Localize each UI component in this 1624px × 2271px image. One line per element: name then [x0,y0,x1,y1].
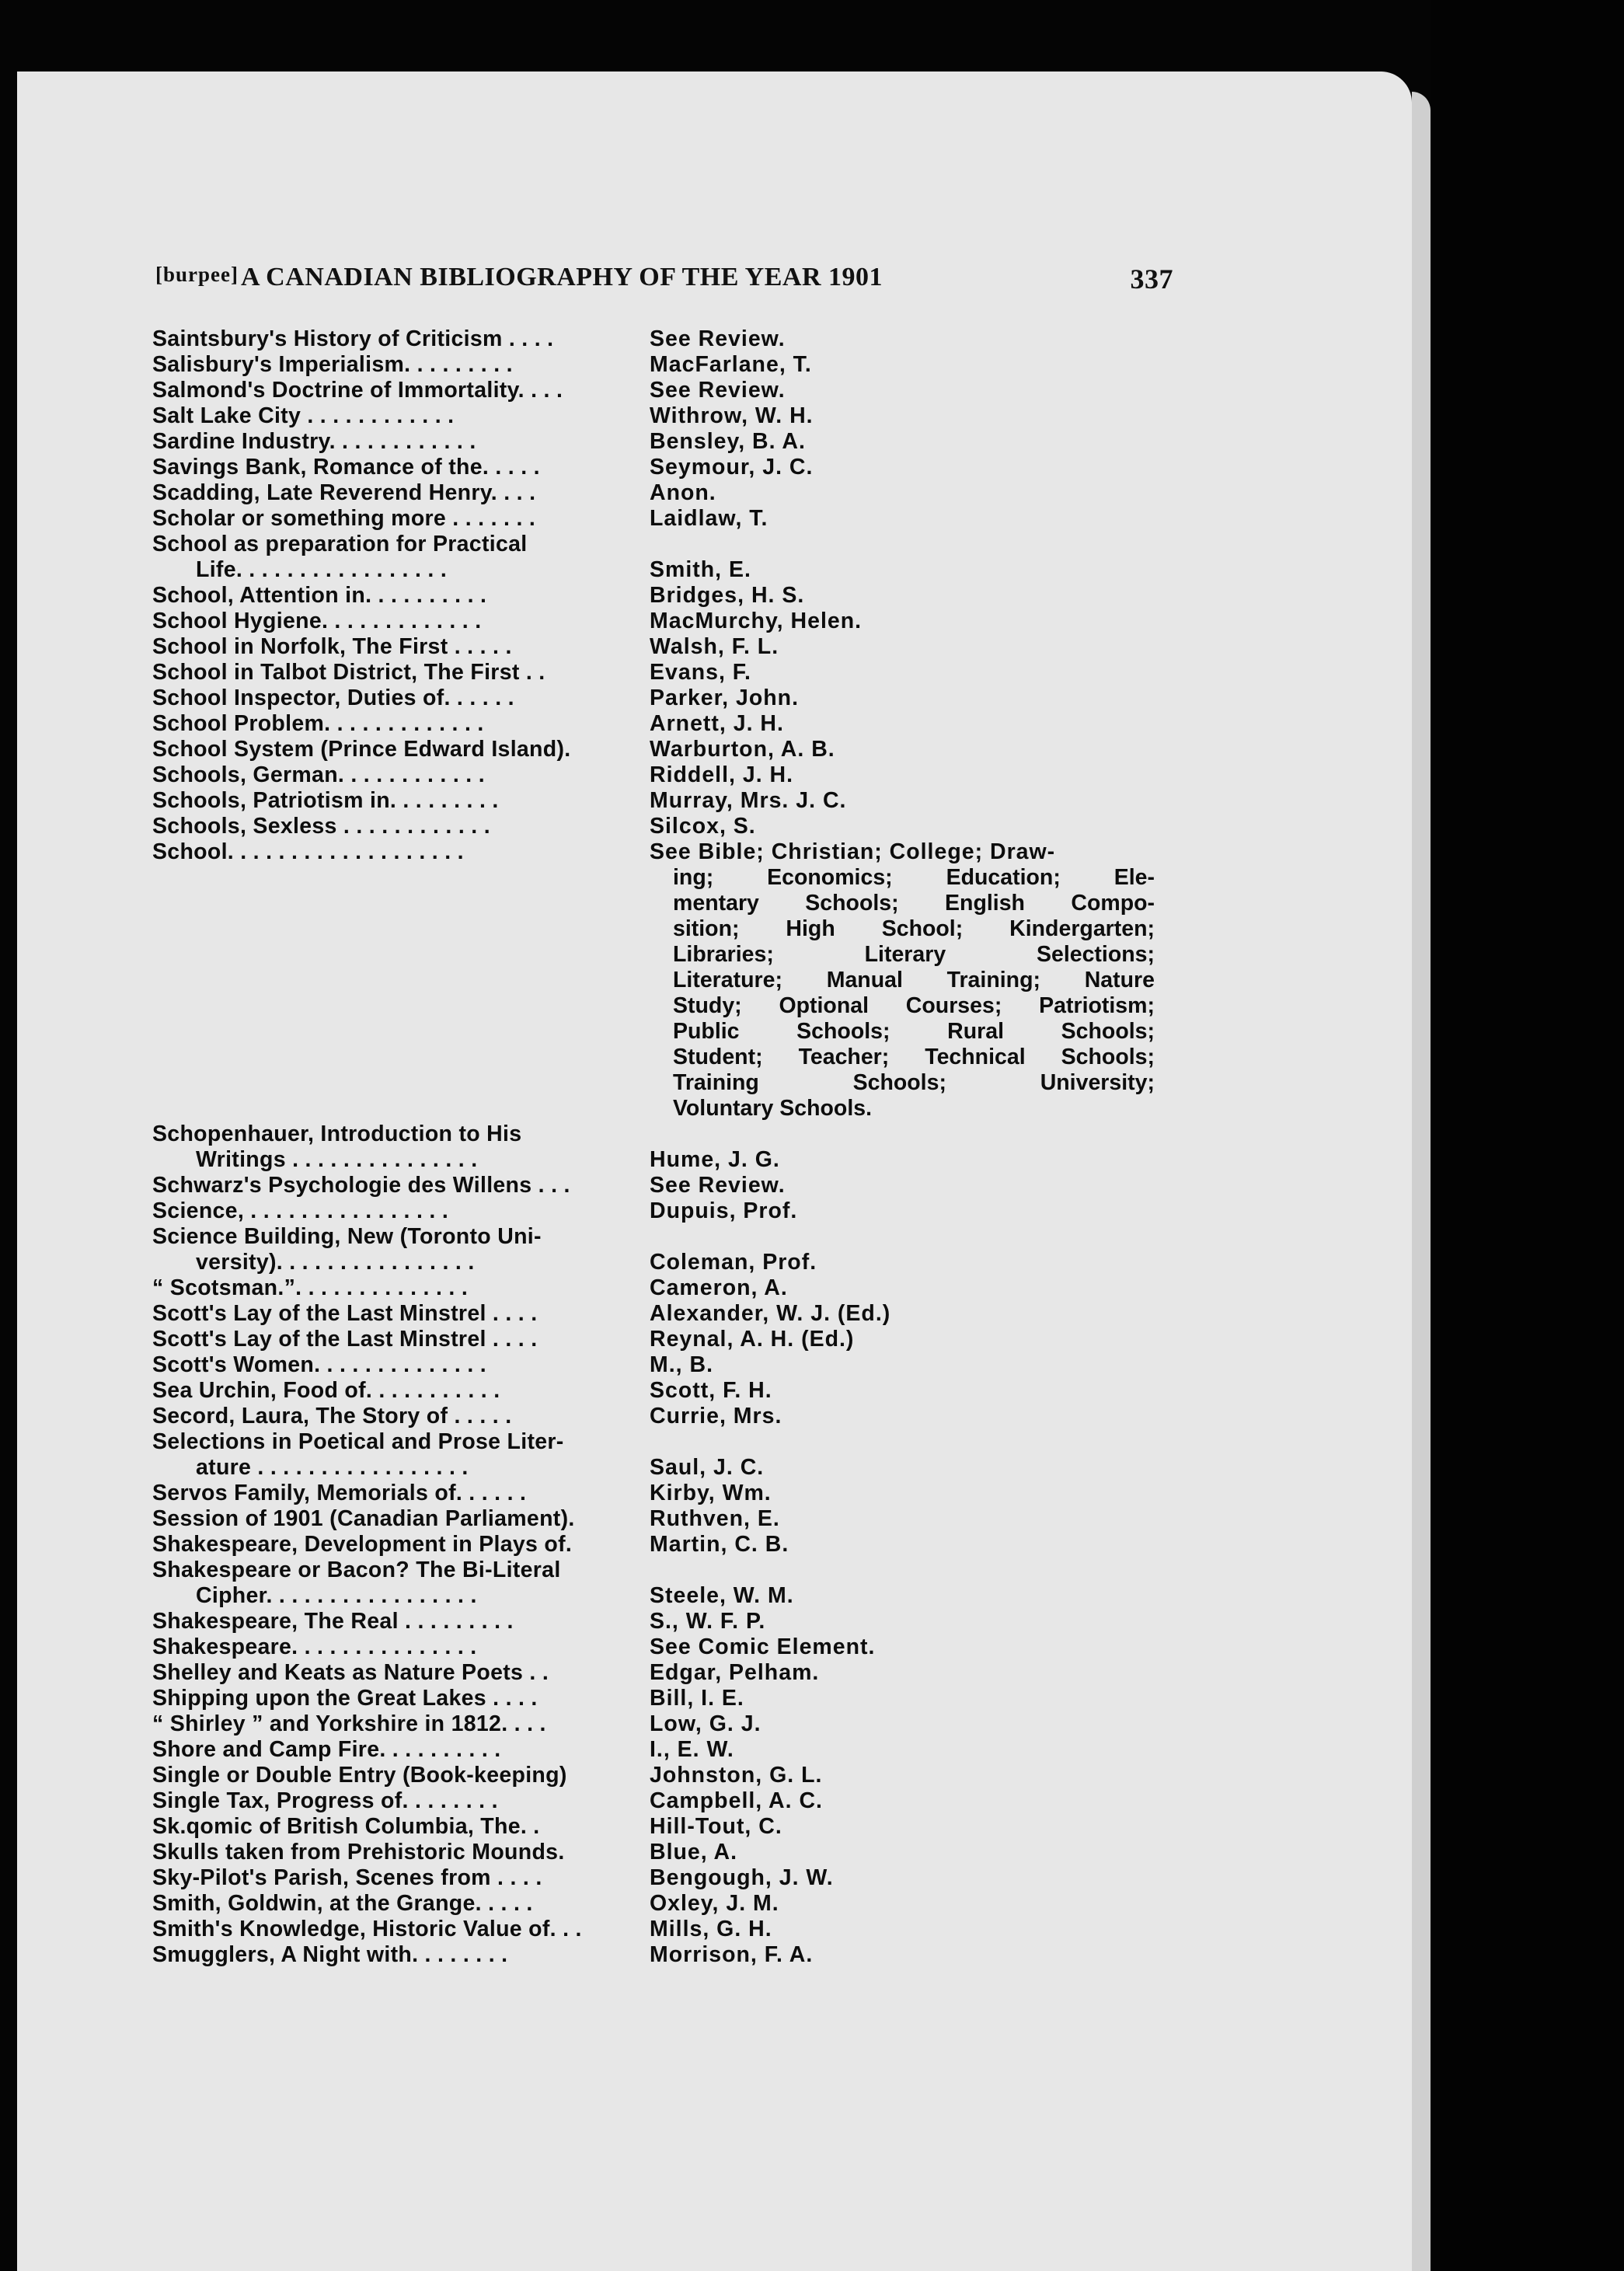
entry-author: Johnston, G. L. [650,1763,823,1788]
index-entry [152,1917,1197,1942]
see-also-list [673,865,1155,1122]
index-entry [152,1763,1197,1788]
see-also-line: Voluntary Schools. [673,1096,873,1121]
entry-subject: School. . . . . . . . . . . . . . . . . . . [152,839,464,864]
entry-subject: Saintsbury's History of Criticism . . . . [152,326,554,351]
scan-background [1431,0,1624,2271]
index-entry [152,1814,1197,1840]
index-entry [152,788,1197,814]
entry-author: M., B. [650,1352,713,1377]
index-entry [152,1711,1197,1737]
entry-subject: Scholar or something more . . . . . . . [152,506,536,531]
entry-author: Parker, John. [650,685,800,710]
page-title: A CANADIAN BIBLIOGRAPHY OF THE YEAR 1901 [241,263,883,291]
index-entry [152,1532,1197,1558]
entry-author: Oxley, J. M. [650,1891,779,1916]
entry-subject: Life. . . . . . . . . . . . . . . . . [196,557,448,582]
entry-subject: School Problem. . . . . . . . . . . . . [152,711,484,736]
index-entry [152,1122,1197,1147]
index-entry [152,660,1197,685]
entry-author: Morrison, F. A. [650,1942,814,1967]
entry-subject: School System (Prince Edward Island). [152,737,571,762]
entry-subject: Science, . . . . . . . . . . . . . . . . [152,1198,449,1223]
entry-author: Martin, C. B. [650,1532,789,1557]
entry-subject: Session of 1901 (Canadian Parliament). [152,1506,575,1531]
entry-author: Seymour, J. C. [650,455,814,480]
index-entry [152,634,1197,660]
index-entry [152,839,1197,865]
entry-author [650,1558,1197,1583]
entry-author: Smith, E. [650,557,751,582]
index-entry [152,711,1197,737]
entry-subject: Shakespeare. . . . . . . . . . . . . . . [152,1634,477,1659]
entry-author: Scott, F. H. [650,1378,772,1403]
entry-author: See Bible; Christian; College; Draw- [650,839,1056,864]
entry-subject: Servos Family, Memorials of. . . . . . [152,1481,527,1505]
entry-subject: Sk.qomic of British Columbia, The. . [152,1814,540,1839]
entry-author: See Review. [650,326,786,351]
entry-subject: School Hygiene. . . . . . . . . . . . . [152,609,482,633]
entry-subject: “ Scotsman.”. . . . . . . . . . . . . . [152,1275,469,1300]
entry-author: Murray, Mrs. J. C. [650,788,847,813]
index-entry [152,429,1197,455]
entry-subject: Single or Double Entry (Book-keeping) [152,1763,567,1788]
page-edge [1412,92,1431,2271]
entry-author: Dupuis, Prof. [650,1198,798,1223]
entry-subject: School, Attention in. . . . . . . . . . [152,583,487,608]
see-also-line: Student; Teacher; Technical Schools; [673,1045,1155,1069]
entry-subject: “ Shirley ” and Yorkshire in 1812. . . . [152,1711,546,1736]
index-entry [152,1634,1197,1660]
entry-author: S., W. F. P. [650,1609,766,1634]
entry-author: Bridges, H. S. [650,583,805,608]
index-entry [152,532,1197,557]
index-entry [152,1378,1197,1404]
entry-subject: Skulls taken from Prehistoric Mounds. [152,1840,565,1865]
entry-subject: Scott's Lay of the Last Minstrel . . . . [152,1301,538,1326]
index-entry [152,403,1197,429]
entry-author: Bengough, J. W. [650,1865,834,1890]
entry-author: Arnett, J. H. [650,711,784,736]
entry-author: Bensley, B. A. [650,429,806,454]
index-entry [152,1224,1197,1250]
entry-author: Warburton, A. B. [650,737,835,762]
entry-subject: Smith, Goldwin, at the Grange. . . . . [152,1891,533,1916]
see-also-line: Study; Optional Courses; Patriotism; [673,993,1155,1018]
index-entry [152,1840,1197,1865]
entry-subject: Secord, Laura, The Story of . . . . . [152,1404,512,1429]
entry-author: Campbell, A. C. [650,1788,823,1813]
entry-subject: Shakespeare, Development in Plays of. [152,1532,573,1557]
entry-author: Kirby, Wm. [650,1481,772,1505]
index-entry [152,1609,1197,1634]
index-entry [152,1352,1197,1378]
running-header [155,263,1173,303]
entry-author: Blue, A. [650,1840,738,1865]
index-entry [152,326,1197,352]
entry-author: Currie, Mrs. [650,1404,782,1429]
entry-subject: Shakespeare or Bacon? The Bi-Literal [152,1558,561,1582]
entry-subject: Selections in Poetical and Prose Liter- [152,1429,564,1454]
entry-author: See Comic Element. [650,1634,876,1659]
entry-subject: Savings Bank, Romance of the. . . . . [152,455,540,480]
entry-subject: Schools, Patriotism in. . . . . . . . . [152,788,499,813]
index-entry [152,1481,1197,1506]
index-entry [152,352,1197,378]
entry-subject: Schools, Sexless . . . . . . . . . . . . [152,814,490,839]
index-entry [152,480,1197,506]
entry-author: Anon. [650,480,716,505]
entry-author: MacMurchy, Helen. [650,609,863,633]
see-also-line: sition; High School; Kindergarten; [673,916,1155,941]
index-entry [152,557,1197,583]
entry-author [650,1224,1197,1250]
entry-subject: Sky-Pilot's Parish, Scenes from . . . . [152,1865,542,1890]
entry-author: Cameron, A. [650,1275,788,1300]
index-entry [152,1942,1197,1968]
index-entry [152,762,1197,788]
page-number: 337 [1130,263,1173,295]
index-entry [152,814,1197,839]
index-entry [152,1737,1197,1763]
see-also-line: ing; Economics; Education; Ele- [673,865,1155,890]
index-entry [152,1891,1197,1917]
entry-subject: School in Talbot District, The First . . [152,660,545,685]
entry-author: Silcox, S. [650,814,756,839]
entry-subject: ature . . . . . . . . . . . . . . . . . [196,1455,469,1480]
entry-subject: Shelley and Keats as Nature Poets . . [152,1660,549,1685]
index-entry [152,378,1197,403]
entry-subject: Shipping upon the Great Lakes . . . . [152,1686,538,1711]
index-entry [152,1147,1197,1173]
index-entry [152,1250,1197,1275]
entry-author: I., E. W. [650,1737,734,1762]
entry-author: Ruthven, E. [650,1506,780,1531]
entry-subject: School as preparation for Practical [152,532,528,556]
see-also-line: Libraries; Literary Selections; [673,942,1155,967]
entry-author: Laidlaw, T. [650,506,768,531]
entry-subject: Scadding, Late Reverend Henry. . . . [152,480,536,505]
index-entry [152,1455,1197,1481]
entry-subject: versity). . . . . . . . . . . . . . . . [196,1250,475,1275]
entry-subject: Cipher. . . . . . . . . . . . . . . . . [196,1583,477,1608]
entry-author [650,1429,1197,1455]
entry-author: Edgar, Pelham. [650,1660,820,1685]
index-entry [152,1275,1197,1301]
bibliography-index [152,326,1197,1968]
entry-subject: Schools, German. . . . . . . . . . . . [152,762,485,787]
entry-author: Evans, F. [650,660,751,685]
entry-author: Hume, J. G. [650,1147,780,1172]
entry-subject: Smith's Knowledge, Historic Value of. . . [152,1917,582,1941]
entry-subject: Shore and Camp Fire. . . . . . . . . . [152,1737,501,1762]
entry-subject: Sea Urchin, Food of. . . . . . . . . . . [152,1378,500,1403]
entry-subject: Writings . . . . . . . . . . . . . . . [196,1147,478,1172]
entry-author: Hill-Tout, C. [650,1814,782,1839]
entry-subject: Sardine Industry. . . . . . . . . . . . [152,429,476,454]
entry-subject: Single Tax, Progress of. . . . . . . . [152,1788,498,1813]
entry-subject: Schwarz's Psychologie des Willens . . . [152,1173,570,1198]
entry-subject: School Inspector, Duties of. . . . . . [152,685,514,710]
entry-author: Alexander, W. J. (Ed.) [650,1301,891,1326]
entry-author: See Review. [650,378,786,403]
index-entry [152,685,1197,711]
entry-author: See Review. [650,1173,786,1198]
entry-subject: Science Building, New (Toronto Uni- [152,1224,542,1249]
index-entry [152,1865,1197,1891]
entry-author: Withrow, W. H. [650,403,814,428]
index-entry [152,1788,1197,1814]
header-tag: [burpee] [155,263,239,286]
index-entry [152,583,1197,609]
index-entry [152,506,1197,532]
index-entry [152,1327,1197,1352]
see-also-line: Training Schools; University; [673,1070,1155,1095]
see-also-line: mentary Schools; English Compo- [673,891,1155,916]
entry-author: Steele, W. M. [650,1583,794,1608]
see-also-line: Public Schools; Rural Schools; [673,1019,1155,1044]
see-also-line: Literature; Manual Training; Nature [673,968,1155,992]
index-entry [152,737,1197,762]
entry-subject: Smugglers, A Night with. . . . . . . . [152,1942,508,1967]
entry-author [650,532,1197,557]
entry-author [650,1122,1197,1147]
index-entry [152,1660,1197,1686]
entry-author: Saul, J. C. [650,1455,765,1480]
entry-subject: Schopenhauer, Introduction to His [152,1122,522,1146]
index-entry [152,1173,1197,1198]
entry-subject: Scott's Lay of the Last Minstrel . . . . [152,1327,538,1352]
entry-author: Bill, I. E. [650,1686,744,1711]
index-entry [152,455,1197,480]
index-entry [152,1506,1197,1532]
index-entry [152,1686,1197,1711]
entry-subject: Scott's Women. . . . . . . . . . . . . . [152,1352,486,1377]
entry-author: Reynal, A. H. (Ed.) [650,1327,855,1352]
index-entry [152,609,1197,634]
entry-subject: Salmond's Doctrine of Immortality. . . . [152,378,563,403]
index-entry [152,1301,1197,1327]
index-entry [152,1429,1197,1455]
index-entry [152,1583,1197,1609]
index-entry [152,1198,1197,1224]
entry-subject: Salt Lake City . . . . . . . . . . . . [152,403,455,428]
entry-author: Riddell, J. H. [650,762,794,787]
entry-author: Coleman, Prof. [650,1250,817,1275]
index-entry [152,1404,1197,1429]
entry-subject: Salisbury's Imperialism. . . . . . . . . [152,352,513,377]
entry-subject: Shakespeare, The Real . . . . . . . . . [152,1609,514,1634]
entry-author: Walsh, F. L. [650,634,779,659]
index-entry [152,1558,1197,1583]
entry-author: Low, G. J. [650,1711,761,1736]
entry-subject: School in Norfolk, The First . . . . . [152,634,512,659]
entry-author: MacFarlane, T. [650,352,812,377]
entry-author: Mills, G. H. [650,1917,772,1941]
